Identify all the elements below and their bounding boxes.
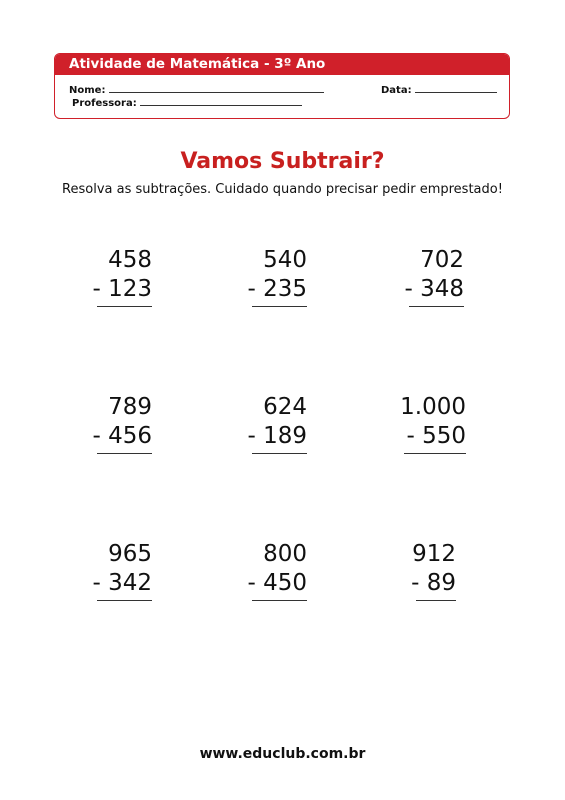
answer-line	[97, 306, 152, 307]
problem-7	[32, 540, 152, 601]
teacher-line[interactable]	[140, 95, 302, 106]
minuend: 912	[412, 541, 456, 567]
answer-line	[409, 306, 464, 307]
name-line[interactable]	[109, 82, 324, 93]
problem-8	[187, 540, 307, 601]
subtrahend: - 348	[404, 276, 464, 302]
subtrahend: - 456	[92, 423, 152, 449]
subtrahend: - 89	[411, 570, 456, 596]
problem-4	[32, 393, 152, 454]
problem-9	[336, 540, 456, 601]
minuend: 800	[263, 541, 307, 567]
problem-1	[32, 246, 152, 307]
subtrahend: - 342	[92, 570, 152, 596]
answer-line	[252, 453, 307, 454]
answer-line	[252, 600, 307, 601]
answer-line	[97, 600, 152, 601]
problem-3	[344, 246, 464, 307]
minuend: 702	[420, 247, 464, 273]
minuend: 540	[263, 247, 307, 273]
problem-2	[187, 246, 307, 307]
date-line[interactable]	[415, 82, 497, 93]
problem-5	[187, 393, 307, 454]
subtrahend: - 450	[247, 570, 307, 596]
answer-line	[416, 600, 456, 601]
subtrahend: - 550	[406, 423, 466, 449]
minuend: 965	[108, 541, 152, 567]
minuend: 458	[108, 247, 152, 273]
minuend: 624	[263, 394, 307, 420]
name-field[interactable]	[69, 82, 324, 96]
answer-line	[404, 453, 466, 454]
header-box	[54, 53, 510, 119]
date-field[interactable]	[381, 82, 497, 96]
minuend: 789	[108, 394, 152, 420]
date-label: Data:	[381, 85, 412, 96]
subtrahend: - 189	[247, 423, 307, 449]
minuend: 1.000	[400, 394, 466, 420]
footer-url[interactable]: www.educlub.com.br	[199, 746, 366, 762]
answer-line	[252, 306, 307, 307]
teacher-field[interactable]	[72, 95, 302, 109]
name-label: Nome:	[69, 85, 106, 96]
problem-6	[346, 393, 466, 454]
instructions: Resolva as subtrações. Cuidado quando precisar pedir emprestado!	[62, 182, 503, 197]
answer-line	[97, 453, 152, 454]
subtrahend: - 123	[92, 276, 152, 302]
header-title: Atividade de Matemática - 3º Ano	[55, 54, 509, 75]
teacher-label: Professora:	[72, 98, 137, 109]
subtrahend: - 235	[247, 276, 307, 302]
worksheet-title: Vamos Subtrair?	[180, 149, 385, 174]
